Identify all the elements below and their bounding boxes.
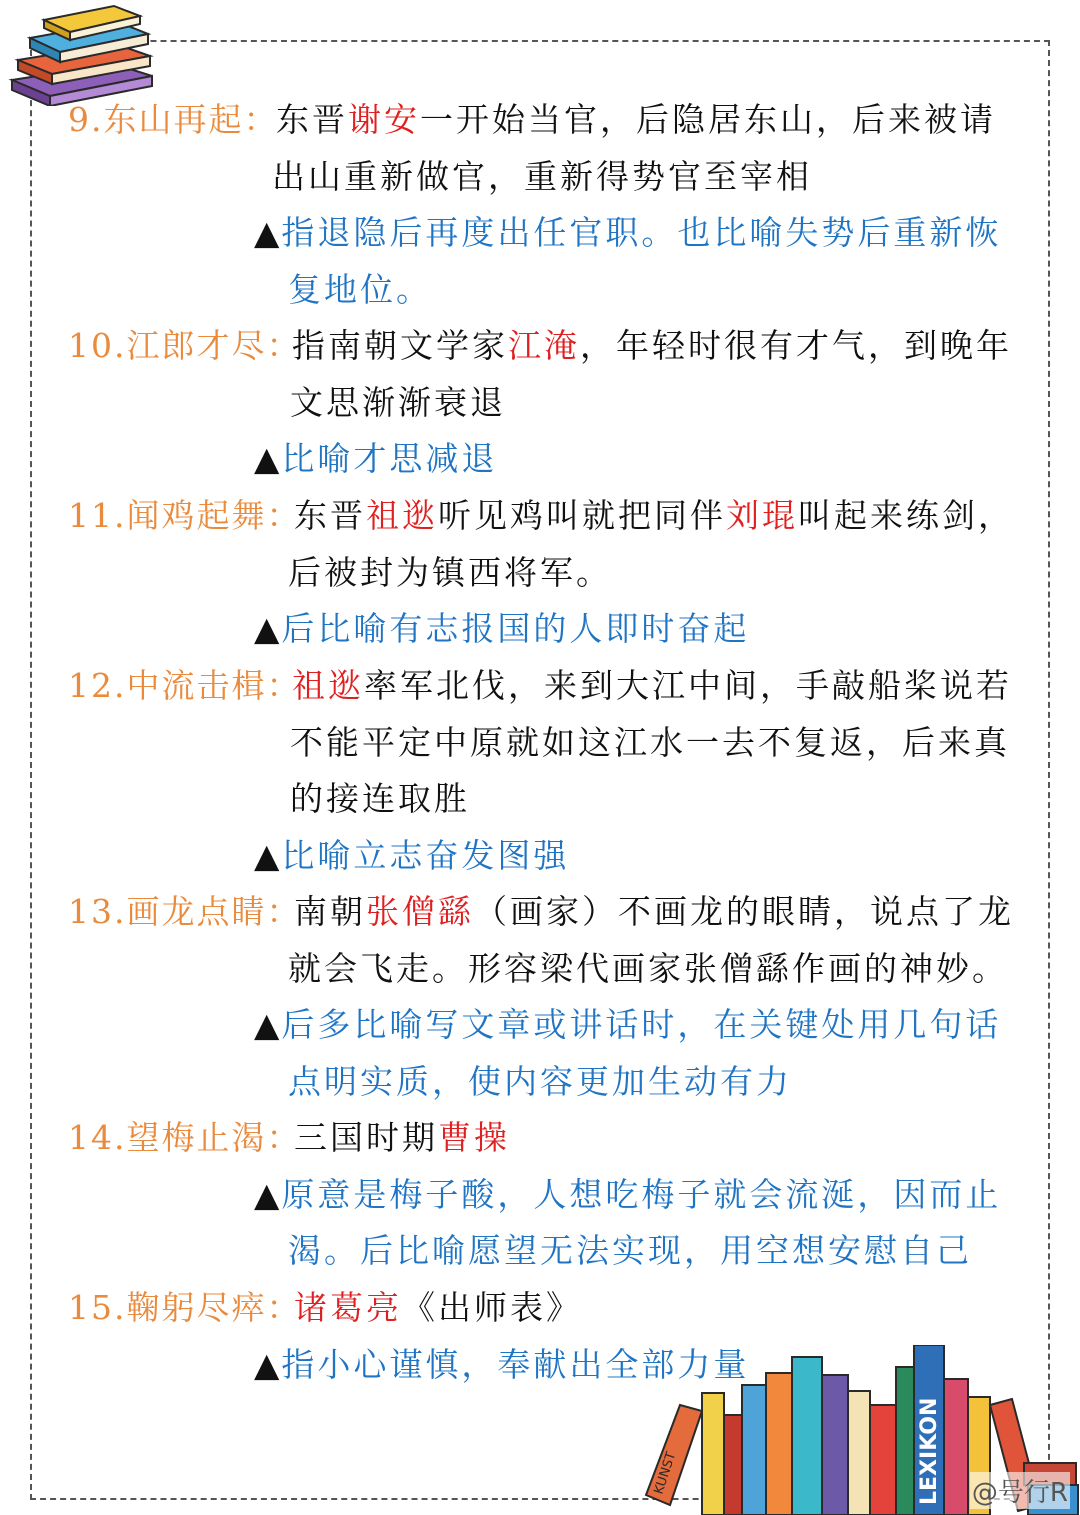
- dashed-frame: [30, 40, 1050, 1500]
- description-text: 一开始当官，后隐居东山，后来被请: [420, 100, 996, 139]
- triangle-bullet-icon: ▲: [254, 1005, 280, 1044]
- meaning-text: 原意是梅子酸，人想吃梅子就会流涎，因而止: [281, 1174, 1002, 1214]
- idiom-description-line: [294, 892, 1014, 932]
- idiom-description-line: [288, 949, 1008, 989]
- description-text: 不能平定中原就如这江水一去不复返，后来真: [290, 722, 1010, 762]
- historical-figure-name: 谢安: [348, 100, 420, 139]
- description-text: ，年轻时很有才气，到晚年: [580, 326, 1012, 365]
- triangle-bullet-icon: ▲: [254, 1174, 280, 1214]
- description-text: 东晋: [294, 496, 366, 535]
- idiom-title: 13.画龙点睛：: [68, 892, 302, 931]
- idiom-description-line: [290, 779, 470, 819]
- historical-figure-name: 刘琨: [726, 496, 798, 535]
- book-spine-lexikon: LEXIKON: [917, 1397, 942, 1505]
- watermark: @号行R: [970, 1472, 1070, 1509]
- description-text: 指南朝文学家: [292, 326, 508, 365]
- meaning-text: 比喻立志奋发图强: [281, 835, 570, 875]
- description-text: 南朝: [294, 892, 366, 931]
- idiom-description-line: [272, 157, 812, 197]
- idiom-description-line: [288, 553, 612, 593]
- historical-figure-name: 诸葛亮: [294, 1288, 402, 1327]
- historical-figure-name: 张僧繇: [366, 892, 474, 931]
- idiom-description-line: [294, 496, 1014, 536]
- description-text: 出山重新做官，重新得势官至宰相: [272, 156, 812, 196]
- triangle-bullet-icon: ▲: [254, 1344, 280, 1384]
- idiom-description-line: [294, 1288, 582, 1328]
- meaning-text: 后多比喻写文章或讲话时，在关键处用几句话: [281, 1005, 1002, 1044]
- historical-figure-name: 祖逖: [292, 666, 364, 705]
- idiom-title: 15.鞠躬尽瘁：: [68, 1288, 302, 1327]
- description-text: 的接连取胜: [290, 779, 470, 818]
- triangle-bullet-icon: ▲: [254, 213, 280, 252]
- description-text: 东晋: [276, 100, 348, 139]
- idiom-title: 12.中流击楫：: [68, 666, 302, 705]
- meaning-text: 指小心谨慎，奉献出全部力量: [281, 1344, 750, 1384]
- historical-figure-name: 祖逖: [366, 496, 438, 535]
- idiom-meaning-line: [254, 1005, 1001, 1045]
- historical-figure-name: 曹操: [438, 1118, 510, 1157]
- meaning-text: 后比喻有志报国的人即时奋起: [281, 609, 750, 648]
- meaning-text: 点明实质，使内容更加生动有力: [288, 1061, 792, 1101]
- description-text: 听见鸡叫就把同伴: [438, 496, 726, 535]
- triangle-bullet-icon: ▲: [254, 439, 280, 478]
- description-text: 率军北伐，来到大江中间，手敲船桨说若: [364, 666, 1012, 705]
- idiom-meaning-line: [254, 439, 497, 479]
- idiom-title: 9.东山再起：: [68, 100, 279, 139]
- idiom-meaning-line: [288, 270, 432, 310]
- idiom-title: 14.望梅止渴：: [68, 1118, 302, 1157]
- description-text: 就会飞走。形容梁代画家张僧繇作画的神妙。: [288, 948, 1008, 988]
- meaning-text: 指退隐后再度出任官职。也比喻失势后重新恢: [281, 213, 1002, 252]
- description-text: 《出师表》: [402, 1288, 582, 1327]
- idiom-description-line: [276, 100, 996, 140]
- idiom-meaning-line: [254, 1175, 1001, 1215]
- idiom-title: 11.闻鸡起舞：: [68, 496, 302, 535]
- idiom-description-line: [292, 666, 1012, 706]
- triangle-bullet-icon: ▲: [254, 835, 280, 875]
- description-text: 文思渐渐衰退: [290, 382, 506, 422]
- idiom-meaning-line: [254, 609, 749, 649]
- description-text: 三国时期: [294, 1118, 438, 1157]
- description-text: 叫起来练剑，: [798, 496, 1014, 535]
- idiom-meaning-line: [288, 1062, 792, 1102]
- idiom-description-line: [294, 1118, 510, 1158]
- description-text: 后被封为镇西将军。: [288, 552, 612, 592]
- meaning-text: 复地位。: [288, 269, 432, 309]
- idiom-meaning-line: [254, 213, 1001, 253]
- meaning-text: 比喻才思减退: [281, 439, 498, 478]
- historical-figure-name: 江淹: [508, 326, 580, 365]
- idiom-description-line: [290, 723, 1010, 763]
- idiom-description-line: [290, 383, 506, 423]
- description-text: （画家）不画龙的眼睛，说点了龙: [474, 892, 1014, 931]
- idiom-meaning-line: [288, 1231, 972, 1271]
- idiom-description-line: [292, 326, 1012, 366]
- book-spine-kunst: KUNST: [651, 1450, 680, 1497]
- book-stack-top-illustration: [4, 2, 156, 106]
- meaning-text: 渴。后比喻愿望无法实现，用空想安慰自己: [288, 1231, 972, 1270]
- idiom-title: 10.江郎才尽：: [68, 326, 302, 365]
- triangle-bullet-icon: ▲: [254, 609, 280, 648]
- idiom-meaning-line: [254, 836, 569, 876]
